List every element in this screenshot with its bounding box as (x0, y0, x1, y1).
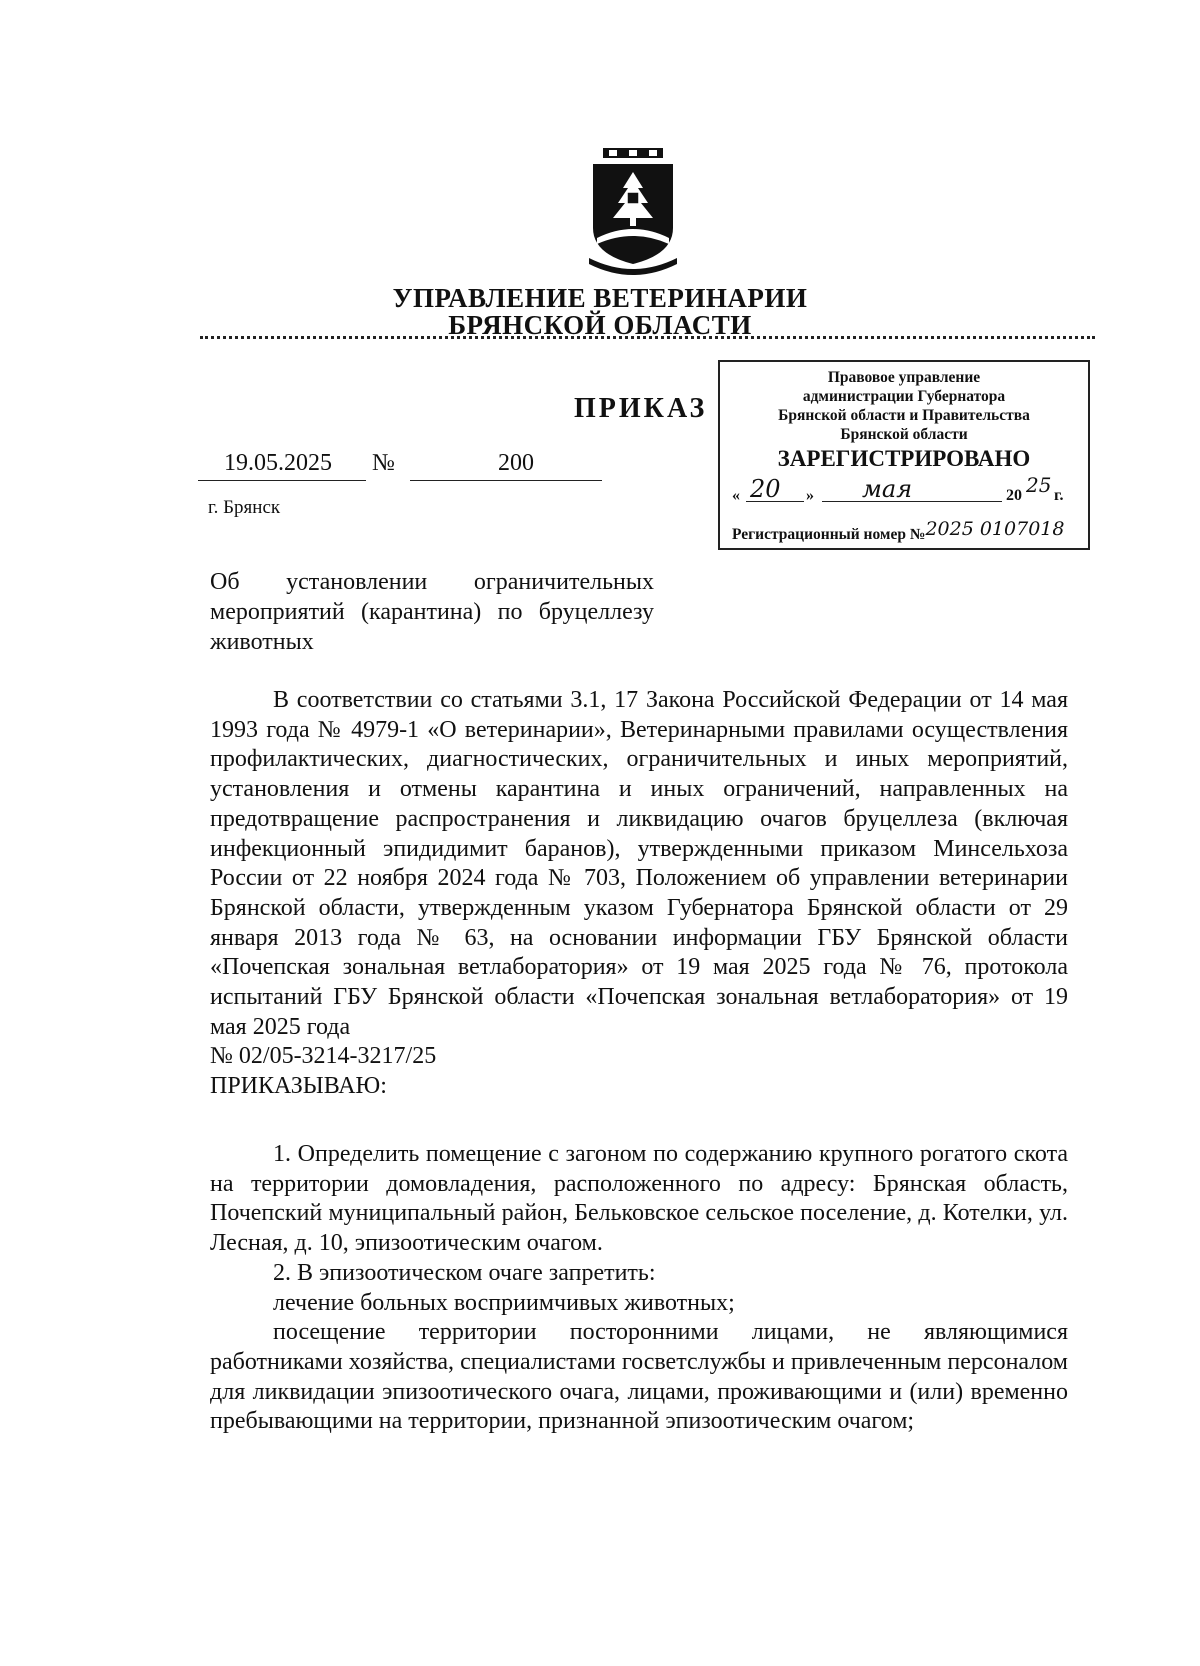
stamp-day: 20 (750, 475, 781, 503)
subject-line-2: мероприятий (карантина) по бруцеллезу (210, 599, 654, 625)
stamp-reg-value: 2025 0107018 (925, 518, 1065, 540)
stamp-month: мая (862, 475, 913, 503)
coat-of-arms-icon (583, 148, 683, 276)
order-word: ПРИКАЗЫВАЮ: (210, 1073, 387, 1100)
order-item-2: 2. В эпизоотическом очаге запретить: (273, 1259, 656, 1286)
document-subject (210, 567, 654, 657)
document-date: 19.05.2025 (224, 450, 332, 476)
stamp-reg-label: Регистрационный номер № (732, 526, 926, 543)
stamp-year-unit: г. (1054, 487, 1064, 504)
stamp-line-2: администрации Губернатора (802, 388, 1006, 405)
date-underline (198, 480, 366, 481)
stamp-line-4: Брянской области (840, 426, 968, 443)
stamp-line-1: Правовое управление (827, 369, 981, 386)
stamp-year-suffix: 25 (1026, 473, 1052, 497)
document-type: ПРИКАЗ (574, 393, 708, 424)
stamp-date: « 20 » мая 20 25 г. (732, 473, 1064, 504)
stamp-registered: ЗАРЕГИСТРИРОВАНО (777, 446, 1031, 471)
stamp-line-3: Брянской области и Правительства (778, 407, 1030, 424)
stamp-year-prefix: 20 (1006, 487, 1022, 504)
registration-stamp (718, 360, 1090, 550)
subject-line-1: Об установлении ограничительных (210, 569, 654, 595)
order-items (210, 1140, 1068, 1437)
document-city: г. Брянск (208, 497, 281, 518)
date-number-line (198, 450, 618, 480)
preamble-tail: № 02/05-3214-3217/25 (210, 1043, 437, 1070)
header-divider (200, 336, 1095, 339)
order-item-2-b: посещение территории посторонними лицами, не являющимися работниками хозяйства, специалистами госветслужбы и привлеченным персоналом для ликвидации эпизоотического очага, лицами, проживающими и (или) временно пребывающими на территории, признанной эпизоотическим очагом; (210, 1319, 1068, 1435)
order-item-2-a: лечение больных восприимчивых животных; (273, 1289, 735, 1316)
stamp-reg-number (732, 518, 1082, 544)
preamble-text: В соответствии со статьями 3.1, 17 Закона Российской Федерации от 14 мая 1993 года № 4979-1 «О ветеринарии», Ветеринарными правилами осуществления профилактических, диагностических, ограничительных и иных мероприятий, установления и отмены карантина и иных ограничений, направленных на предотвращение распространения и ликвидацию очагов бруцеллеза (включая инфекционный эпидидимит баранов), утвержденными приказом Минсельхоза России от 22 ноября 2024 года № 703, Положением об управлении ветеринарии Брянской области, утвержденным указом Губернатора Брянской области от 29 января 2013 года № 63, на основании информации ГБУ Брянской области «Почепская зональная ветлаборатория» от 19 мая 2025 года № 76, протокола испытаний ГБУ Брянской области «Почепская зональная ветлаборатория» от 19 мая 2025 года (210, 687, 1068, 1040)
subject-line-3: животных (210, 629, 314, 655)
org-name-line1: УПРАВЛЕНИЕ ВЕТЕРИНАРИИ (392, 283, 808, 313)
org-name-line2: БРЯНСКОЙ ОБЛАСТИ (448, 310, 752, 340)
preamble-block (210, 686, 1068, 1102)
order-item-1: 1. Определить помещение с загоном по содержанию крупного рогатого скота на территории домовладения, расположенного по адресу: Брянская область, Почепский муниципальный район, Бельковское сельское поселение, д. Котелки, ул. Лесная, д. 10, эпизоотическим очагом. (210, 1141, 1068, 1257)
number-label: № (372, 450, 395, 476)
document-number: 200 (498, 450, 534, 476)
number-underline (410, 480, 602, 481)
